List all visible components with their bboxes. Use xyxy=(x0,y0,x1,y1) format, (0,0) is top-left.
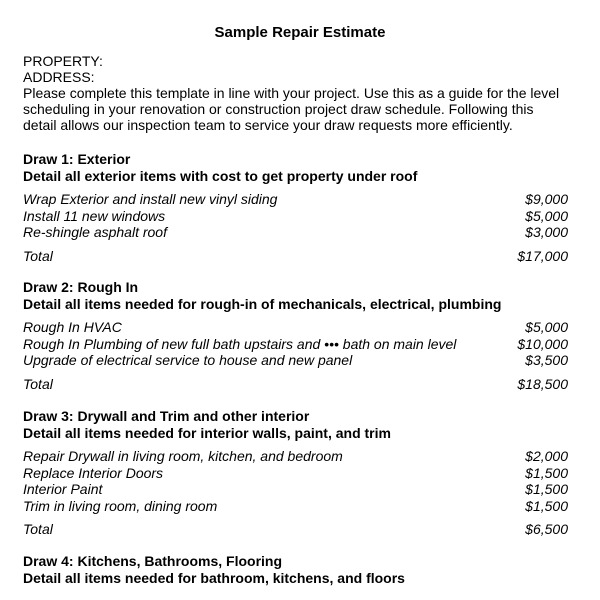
draw-total-row xyxy=(23,376,568,393)
item-amount: $10,000 xyxy=(517,335,568,352)
draw-total-row xyxy=(23,521,568,538)
line-item xyxy=(23,448,568,465)
item-amount: $3,000 xyxy=(525,224,568,240)
draw-1-section xyxy=(23,151,568,264)
item-amount: $3,500 xyxy=(525,352,568,368)
draw-4-section xyxy=(23,553,568,586)
line-item xyxy=(23,336,568,353)
intro-line: detail allows our inspection team to service your draw requests more efficiently. xyxy=(23,117,513,133)
item-description: Install 11 new windows xyxy=(23,207,166,224)
line-item xyxy=(23,465,568,482)
intro-line: Please complete this template in line with your project. Use this as a guide for the level xyxy=(23,85,560,101)
total-amount: $18,500 xyxy=(517,375,568,392)
total-amount: $17,000 xyxy=(517,247,568,264)
draw-detail: Detail all exterior items with cost to get property under roof xyxy=(23,167,418,184)
draw-2-section xyxy=(23,279,568,392)
total-label: Total xyxy=(23,247,53,264)
item-amount: $5,000 xyxy=(525,207,568,224)
item-description: Re-shingle asphalt roof xyxy=(23,224,167,240)
line-item xyxy=(23,481,568,498)
draw-heading: Draw 1: Exterior xyxy=(23,151,131,167)
draw-detail: Detail all items needed for interior walls, paint, and trim xyxy=(23,424,391,441)
item-amount: $1,500 xyxy=(525,481,568,497)
draw-detail: Detail all items needed for bathroom, kitchens, and floors xyxy=(23,569,405,586)
line-item xyxy=(23,191,568,208)
draw-total-row xyxy=(23,248,568,265)
draw-heading: Draw 2: Rough In xyxy=(23,279,139,295)
line-item xyxy=(23,208,568,225)
intro-block xyxy=(23,53,583,133)
item-description: Wrap Exterior and install new vinyl siding xyxy=(23,191,278,207)
line-item xyxy=(23,498,568,515)
line-item xyxy=(23,352,568,369)
total-amount: $6,500 xyxy=(525,521,568,537)
item-description: Repair Drywall in living room, kitchen, and bedroom xyxy=(23,448,343,464)
item-description: Upgrade of electrical service to house and new panel xyxy=(23,352,353,368)
item-description: Rough In HVAC xyxy=(23,319,122,335)
item-description: Interior Paint xyxy=(23,481,103,497)
item-amount: $1,500 xyxy=(525,464,568,481)
draw-heading: Draw 3: Drywall and Trim and other interior xyxy=(23,408,310,424)
item-amount: $9,000 xyxy=(525,191,568,207)
item-amount: $2,000 xyxy=(525,448,568,464)
document-title: Sample Repair Estimate xyxy=(214,24,386,41)
item-amount: $5,000 xyxy=(525,319,568,335)
total-label: Total xyxy=(23,521,53,537)
item-description: Replace Interior Doors xyxy=(23,464,164,481)
intro-line: scheduling in your renovation or construction project draw schedule. Following this xyxy=(23,101,534,117)
line-item xyxy=(23,319,568,336)
draw-heading: Draw 4: Kitchens, Bathrooms, Flooring xyxy=(23,553,283,569)
address-label: ADDRESS: xyxy=(23,69,95,85)
item-description: Rough In Plumbing of new full bath upstairs and ••• bath on main level xyxy=(23,335,457,352)
property-label: PROPERTY: xyxy=(23,53,103,69)
line-item xyxy=(23,224,568,241)
total-label: Total xyxy=(23,375,53,392)
draw-3-section xyxy=(23,408,568,538)
item-description: Trim in living room, dining room xyxy=(23,497,218,514)
draw-detail: Detail all items needed for rough-in of mechanicals, electrical, plumbing xyxy=(23,295,502,312)
item-amount: $1,500 xyxy=(525,497,568,514)
